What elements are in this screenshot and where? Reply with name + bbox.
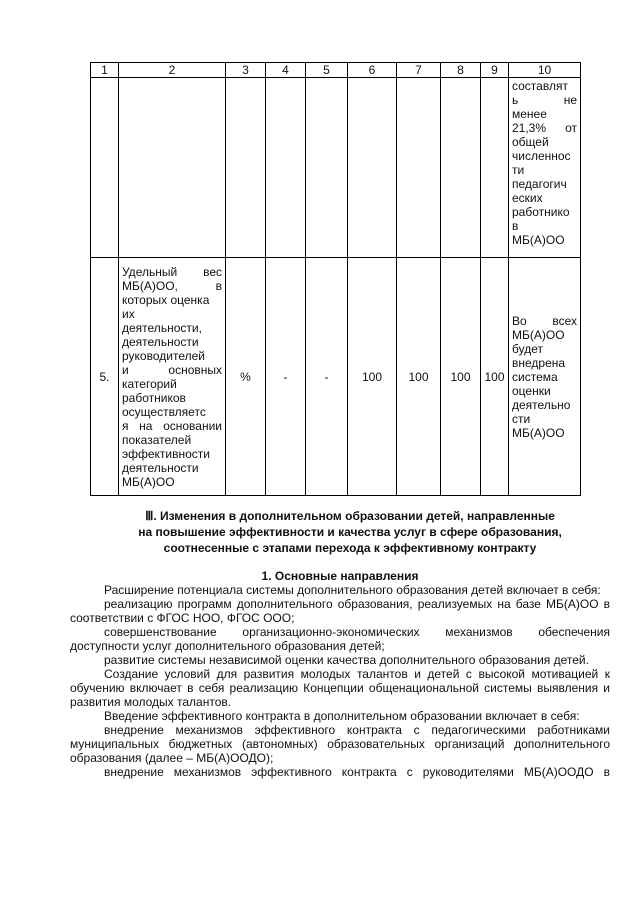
header-cell: 8 (441, 63, 481, 78)
cell-line: МБ(А)ОО (512, 327, 565, 342)
indicators-table (90, 62, 581, 496)
cell-line: МБ(А)ОО (122, 474, 175, 489)
paragraph: Расширение потенциала системы дополнительного образования детей включает в себя: (104, 583, 601, 597)
cell-line: работнико (512, 205, 570, 219)
result-cell (509, 258, 581, 496)
section-title-line: соотнесенные с этапами перехода к эффективному контракту (163, 541, 537, 555)
cell-line: система (512, 369, 558, 384)
cell-line: еских (512, 191, 543, 205)
cell-line: осуществляетс (122, 404, 206, 419)
cell-line: внедрена (512, 355, 566, 370)
cell-line: деятельности (122, 460, 199, 475)
cell-line: численнос (512, 149, 571, 163)
cell-line: работников (122, 390, 186, 405)
cell-line: деятельности (122, 334, 199, 349)
paragraph: совершенствование организационно-экономических механизмов обеспечения доступности услуг дополнительного образования детей; (70, 625, 610, 653)
header-cell: 10 (509, 63, 581, 78)
table-header-row (91, 63, 581, 78)
cell-line: показателей (122, 432, 192, 447)
cell-line: Удельный вес (122, 264, 222, 279)
cell-line: я на основании (122, 418, 222, 433)
cell-line: составлят (512, 79, 568, 93)
cell-line: ь не (512, 93, 577, 107)
indicator-description (119, 258, 226, 496)
value-cell: 100 (397, 258, 441, 496)
cell-line: деятельно (512, 397, 571, 412)
cell-line: общей (512, 135, 549, 149)
table-row-5 (91, 258, 581, 496)
cell-line: ти (512, 163, 525, 177)
cell-line: деятельности, (122, 320, 202, 335)
paragraph: реализацию программ дополнительного образования, реализуемых на базе МБ(А)ОО в соответствии с ФГОС НОО, ФГОС ООО; (70, 597, 610, 625)
paragraph: развитие системы независимой оценки качества дополнительного образования детей. (104, 653, 589, 667)
row-number: 5. (91, 258, 119, 496)
header-cell: 2 (119, 63, 226, 78)
cell-line: менее (512, 107, 547, 121)
cell-line: эффективности (122, 446, 211, 461)
cell-line: Во всех (512, 313, 577, 328)
section-title-line: на повышение эффективности и качества услуг в сфере образования, (138, 525, 562, 539)
header-cell: 6 (348, 63, 397, 78)
header-cell: 7 (397, 63, 441, 78)
section-title-line: Ⅲ. Изменения в дополнительном образовании детей, направленные (145, 509, 555, 523)
cell-line: и основных (122, 362, 222, 377)
header-cell: 1 (91, 63, 119, 78)
paragraph: Создание условий для развития молодых талантов и детей с высокой мотивацией к обучению включает в себя реализацию Концепции общенациональной системы выявления и развития молодых талантов. (70, 667, 610, 709)
cell-line: МБ(А)ОО, в (122, 278, 222, 293)
paragraph: внедрение механизмов эффективного контракта с руководителями МБ(А)ООДО в (104, 765, 610, 779)
cell-line: педагогич (512, 177, 567, 191)
unit-cell: % (226, 258, 266, 496)
cell-line: которых оценка (122, 292, 210, 307)
paragraph: Введение эффективного контракта в дополнительном образовании включает в себя: (104, 709, 580, 723)
subheading: 1. Основные направления (261, 569, 419, 583)
body-text (70, 583, 610, 779)
header-cell: 4 (266, 63, 306, 78)
cell-line: руководителей (122, 348, 205, 363)
paragraph: внедрение механизмов эффективного контракта с педагогическими работниками муниципальных бюджетных (автономных) образовательных организаций дополнительного образования (далее – МБ(А)ООДО); (70, 723, 610, 765)
header-cell: 5 (306, 63, 348, 78)
cell-line: их (122, 306, 135, 321)
cell-line: 21,3% от (512, 121, 577, 135)
cell-line: будет (512, 341, 543, 356)
cell-line: оценки (512, 383, 551, 398)
cell-line: категорий (122, 376, 177, 391)
cell-line: МБ(А)ОО (512, 233, 565, 247)
cell-line: сти (512, 411, 531, 426)
header-cell: 9 (481, 63, 509, 78)
table-row-continued (91, 78, 581, 258)
cell-line: МБ(А)ОО (512, 425, 565, 440)
section-title (90, 508, 610, 556)
value-cell: 100 (441, 258, 481, 496)
value-cell: 100 (481, 258, 509, 496)
cell-line: в (512, 219, 519, 233)
value-cell: - (306, 258, 348, 496)
continued-result-cell (509, 78, 581, 258)
header-cell: 3 (226, 63, 266, 78)
value-cell: - (266, 258, 306, 496)
value-cell: 100 (348, 258, 397, 496)
